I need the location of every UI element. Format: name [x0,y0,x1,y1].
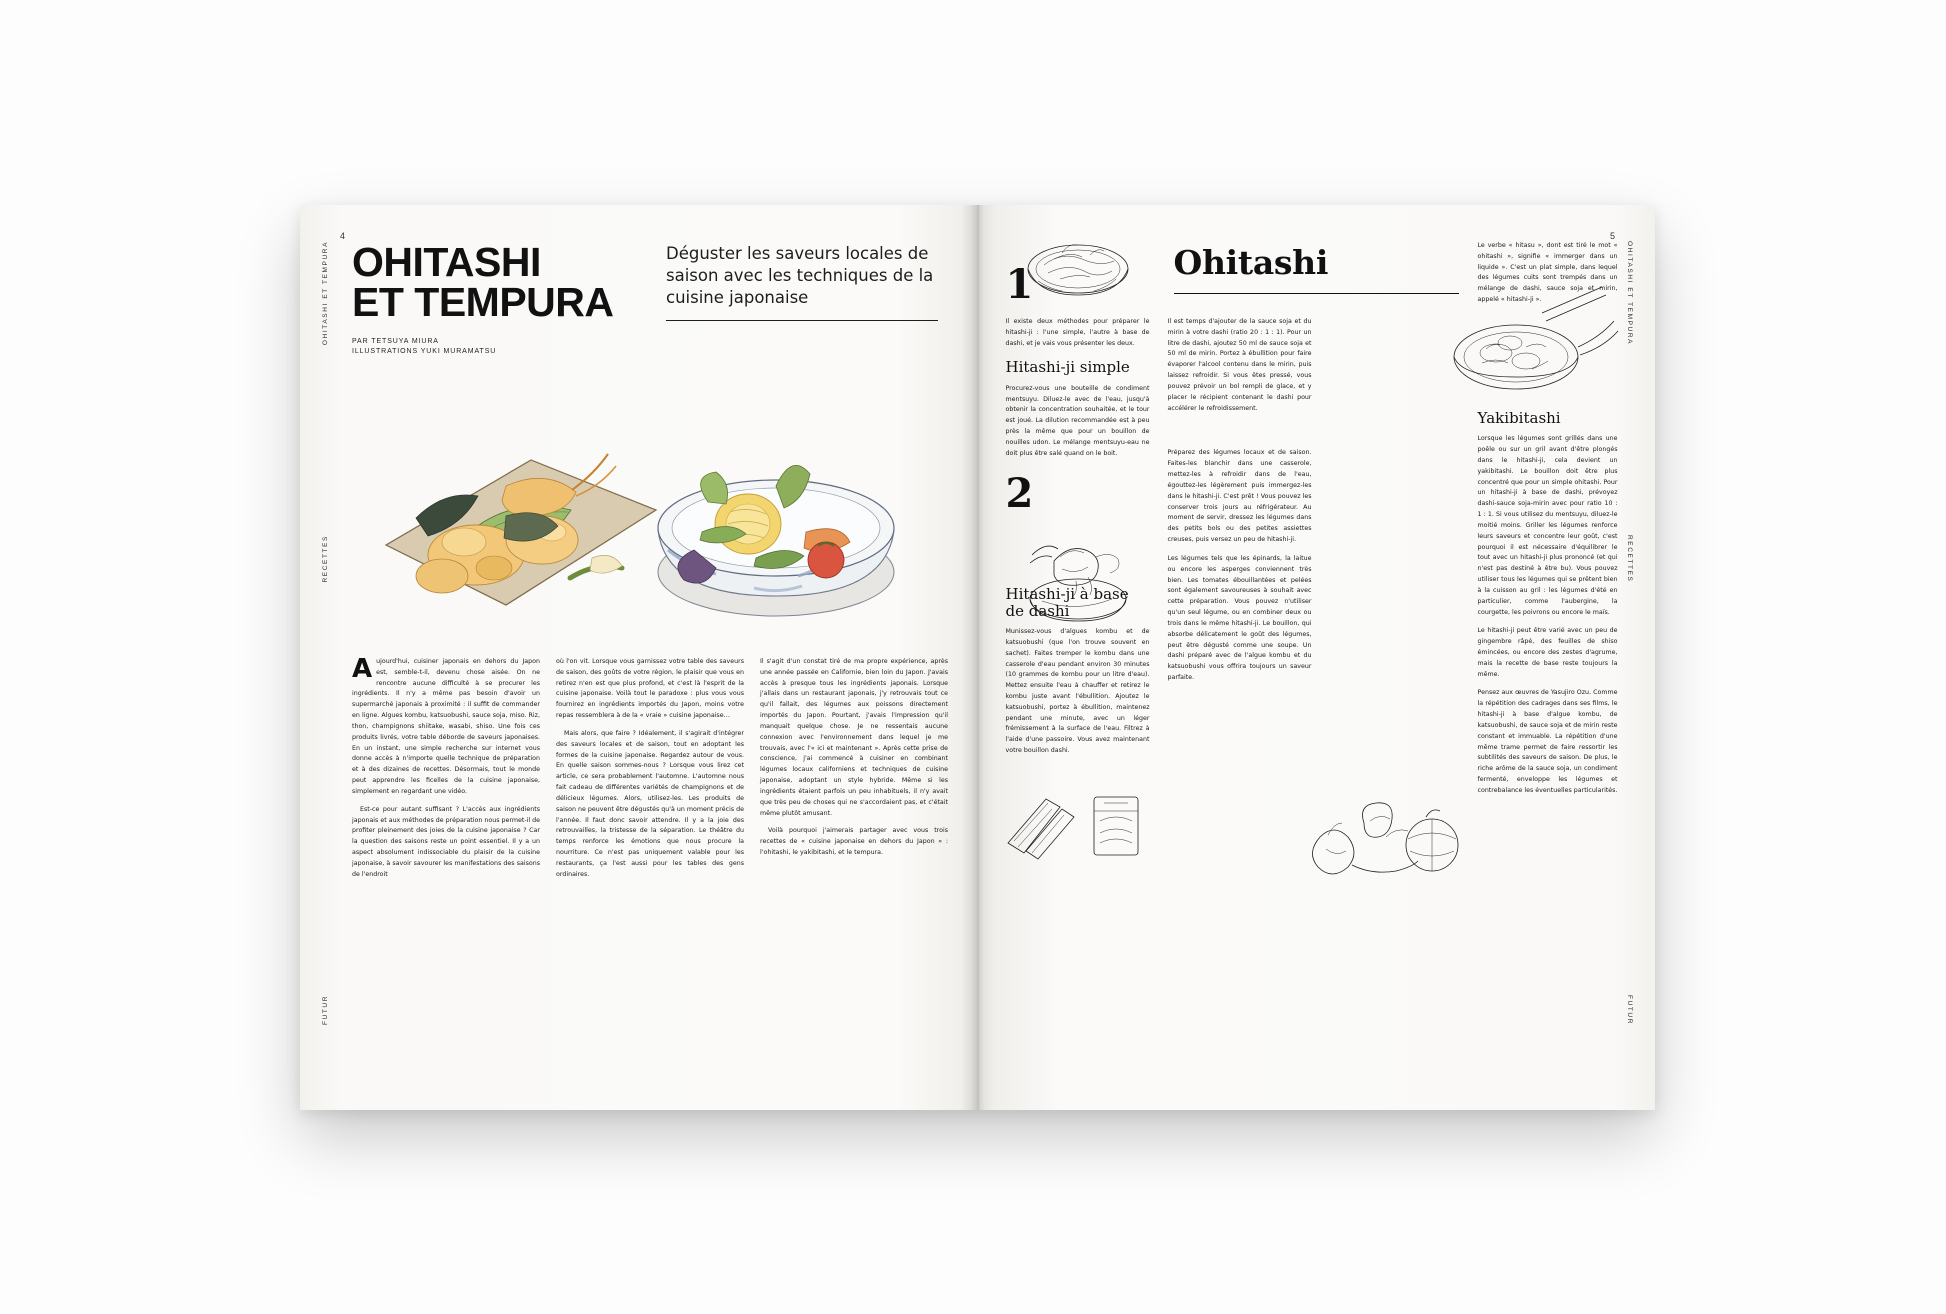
kombu-and-katsuobushi-pack-drawing [1002,781,1152,865]
paragraph: Pensez aux œuvres de Yasujiro Ozu. Comme la répétition des cadrages dans ses films, le hitashi-ji à base d'algue kombu, de katsuobushi, de sauce soja et de mirin reste constant et immuable. La répétition d'une même trame permet de faire ressortir les subtilités des saveurs de saison. De plus, le riche arôme de la sauce soja, un condiment fermenté, enveloppe les légumes et contrebalance les éventuelles particularités. [1477,689,1618,794]
paragraph: Le hitashi-ji peut être varié avec un peu de gingembre râpé, des feuilles de shiso émincées, ou encore des zestes d'agrume, mais la recette de base reste toujours la même. [1477,627,1618,678]
right-column-2 [1168,317,1312,684]
left-column-2 [556,657,744,1057]
left-column-1 [352,654,540,1057]
right-folio: 5 [1609,231,1615,241]
left-body-columns [352,654,948,1057]
hitashi-ji-dashi-body: Munissez-vous d'algues kombu et de katsuobushi (que l'on trouve souvent en sachet). Faites tremper le kombu dans une casserole d'eau pendant environ 30 minutes (10 grammes de kombu pour un litre d'eau). Mettez ensuite l'eau à chauffer et retirez le kombu juste avant l'ébullition. Ajoutez le katsuobushi, portez à ébullition, maintenez pendant une minute, avec un léger frémissement à la surface de l'eau. Filtrez à l'aide d'une passoire. Vous avez maintenant votre bouillon dashi. [1005,628,1150,755]
recipe-intro: Le verbe « hitasu », dont est tiré le mot « ohitashi », signifie « immerger dans un liquide ». C'est un plat simple, dans lequel des légumes cuits sont trempés dans un mélange de dashi, sauce soja et mirin, appelé « hitashi-ji ». [1477,242,1618,304]
title-block [352,239,642,358]
grill-pan-with-vegetables-drawing [1430,283,1620,411]
left-column-3 [760,657,948,1057]
left-running-head-top: OHITASHI ET TEMPURA [322,241,329,346]
dropcap: A [352,654,373,684]
step-number-1: 1 [1005,261,1034,308]
page-title [352,239,642,325]
page-title-line2: ET TEMPURA [352,278,614,325]
byline [352,337,642,359]
autumn-vegetables-drawing [1294,793,1474,889]
paragraph: Est-ce pour autant suffisant ? L'accès aux ingrédients japonais et aux méthodes de préparation nous permet-il de profiter pleinement des joies de la cuisine japonaise ? Car la question des saisons reste un point essentiel. Il y a un aspect absolument indissociable du plaisir de la cuisine japonaise, à savoir savourer les manifestations des saisons de l'endroit [352,805,540,878]
right-column-1 [1006,317,1150,757]
paragraph: Les légumes tels que les épinards, la laitue ou encore les asperges conviennent très bien. Les tomates ébouillantées et pelées sont également savoureuses à souhait avec cette préparation. Vous pouvez n'utiliser qu'un seul légume, ou en combiner deux ou trois dans le même hitashi-ji. Le bouillon, qui absorbe délicatement le goût des légumes, peut être dégusté comme une soupe. Un dashi préparé avec de l'algue kombu et du katsuobushi vous offrira toujours un saveur parfaite. [1167,554,1312,682]
section-heading-hitashi-ji-dashi: Hitashi-ji à base de dashi [1005,584,1129,620]
byline-illustrator: ILLUSTRATIONS YUKI MURAMATSU [352,348,497,356]
recipe-title: Ohitashi [1173,243,1329,282]
paragraph: où l'on vit. Lorsque vous garnissez votre table des saveurs de saison, des goûts de votre région, le plaisir que vous en retirez n'en est que plus profond, et c'est là l'esprit de la cuisine japonaise. Voilà tout le paradoxe : plus vous vous fournirez en ingrédients importés du Japon, moins votre repas ressemblera à de la « vraie » cuisine japonaise… [556,658,744,720]
left-header [352,239,942,358]
hitashi-ji-simple-body: Procurez-vous une bouteille de condiment mentsuyu. Diluez-le avec de l'eau, jusqu'à obtenir la concentration souhaitée, et le tour est joué. La dilution recommandée est à peu près la même que pour un bouillon de nouilles udon. Le mélange mentsuyu-eau ne doit plus être salé quand on le boit. [1005,384,1150,457]
right-column-4 [1478,410,1618,797]
left-running-head-mid: RECETTES [322,535,329,583]
right-running-head-bottom: FUTUR [1626,995,1633,1026]
title-rule [1174,293,1459,294]
open-magazine [300,205,1655,1110]
right-running-head-top: OHITASHI ET TEMPURA [1626,241,1633,346]
left-page [300,205,978,1110]
paragraph: Lorsque les légumes sont grillés dans une poêle ou sur un gril avant d'être plongés dans le hitashi-ji, cela devient un yakibitashi. Le bouillon doit être plus concentré que pour un simple ohitashi. Pour un hitashi-ji à base de dashi, prévoyez dashi-sauce soja-mirin avec pour ratio 10 : 1 : 1. Si vous utilisez du mentsuyu, diluez-le moitié moins. Griller les légumes renforce leurs saveurs et concentre leur goût, c'est pourquoi il est nécessaire d'équilibrer le tout avec un hitashi-ji plus prononcé (et qui n'est pas destiné à être bu). Vous pouvez utiliser tous les légumes qui se prêtent bien à la cuisson au gril : les légumes d'été en particulier, comme l'aubergine, la courgette, les poivrons ou encore le maïs. [1477,435,1618,616]
deck-text: Déguster les saveurs locales de saison avec les techniques de la cuisine japonaise [666,243,938,321]
paragraph: ujourd'hui, cuisiner japonais en dehors du Japon est, semble-t-il, devenu chose aisée. On ne rencontre aucune difficulté à se procurer les ingrédients. Il n'y a même pas besoin d'avoir un supermarché japonais à proximité : il suffit de commander en ligne. Algues kombu, katsuobushi, sauce soja, miso. Riz, thon, champignons shiitake, wasabi, shiso. Une fois ces produits livrés, votre table déborde de saveurs japonaises. En un instant, une simple recherche sur internet vous donne accès à n'importe quelle technique de préparation et à des dizaines de recettes. Désormais, tout le monde peut apprendre les ficelles de la cuisine japonaise, simplement en regardant une vidéo. [352,658,540,795]
section-heading-hitashi-ji-simple: Hitashi-ji simple [1005,358,1130,377]
step-1-body: Il existe deux méthodes pour préparer le hitashi-ji : l'une simple, l'autre à base de dashi, et je vais vous présenter les deux. [1005,318,1150,347]
step-number-2: 2 [1005,469,1034,517]
page-title-line1: OHITASHI [352,239,541,285]
left-running-head-bottom: FUTUR [322,995,329,1026]
right-running-head-mid: RECETTES [1626,535,1633,583]
paragraph: Voilà pourquoi j'aimerais partager avec vous trois recettes de « cuisine japonaise en dehors du Japon » : l'ohitashi, le yakibitashi, et le tempura. [760,827,948,857]
paragraph: Il est temps d'ajouter de la sauce soja et du mirin à votre dashi (ratio 20 : 1 : 1). Pour un litre de dashi, ajoutez 50 ml de sauce soja et 50 ml de mirin. Portez à ébullition pour faire évaporer l'alcool contenu dans le mirin, puis laissez refroidir. Si vous êtes pressé, vous pouvez prévoir un bol rempli de glace, et y placer le récipient contenant le dashi pour accélérer le refroidissement. [1167,318,1312,412]
paragraph: Préparez des légumes locaux et de saison. Faites-les blanchir dans une casserole, mettez-les à refroidir dans de l'eau, égouttez-les légèrement puis immergez-les dans le hitashi-ji. C'est prêt ! Vous pouvez les conserver trois jours au réfrigérateur. Au moment de servir, dressez les légumes dans des petits bols ou des petites assiettes creuses, puis versez un peu de hitashi-ji. [1167,449,1312,544]
paragraph: Mais alors, que faire ? Idéalement, il s'agirait d'intégrer des saveurs locales et de saison, tout en adoptant les formes de la cuisine japonaise. Regardez autour de vous. En quelle saison sommes-nous ? Lorsque vous lirez cet article, ce sera probablement l'automne. L'automne nous fait cadeau de différentes variétés de champignons et de délicieux légumes. Alors, utilisez-les. Les produits de saison ne peuvent être dégustés qu'à un moment précis de l'année. Il faut donc savoir attendre. Il y a la joie des retrouvailles, la tristesse de la séparation. Le théâtre du temps renforce les émotions que nous procure la nourriture. Ce n'est pas uniquement valable pour les restaurants, ça l'est aussi pour les tables des gens ordinaires. [556,729,744,878]
paragraph: Il s'agit d'un constat tiré de ma propre expérience, après une année passée en Californie, bien loin du Japon. J'avais accès à presque tous les ingrédients japonais. Lorsque j'allais dans un restaurant japonais, j'y retrouvais tout ce qu'il fallait, des légumes aux poissons directement importés du Japon. Pourtant, j'avais l'impression qu'il manquait quelque chose. Je ne ressentais aucune connexion avec l'environnement dans lequel je me trouvais, avec l'« ici et maintenant ». Après cette prise de conscience, j'ai commencé à cuisiner en combinant légumes locaux californiens et techniques de cuisine japonaise, adoptant un style hybride. Même si les ingrédients étaient parfois un peu inhabituels, il n'y avait que très peu de choses qui ne s'accordaient pas, et c'était même plutôt amusant. [760,658,948,817]
byline-author: PAR TETSUYA MIURA [352,337,439,345]
right-page [978,205,1656,1110]
section-heading-yakibitashi: Yakibitashi [1477,409,1561,427]
tempura-plate-and-vegetable-bowl [356,390,946,640]
left-folio: 4 [340,231,346,241]
